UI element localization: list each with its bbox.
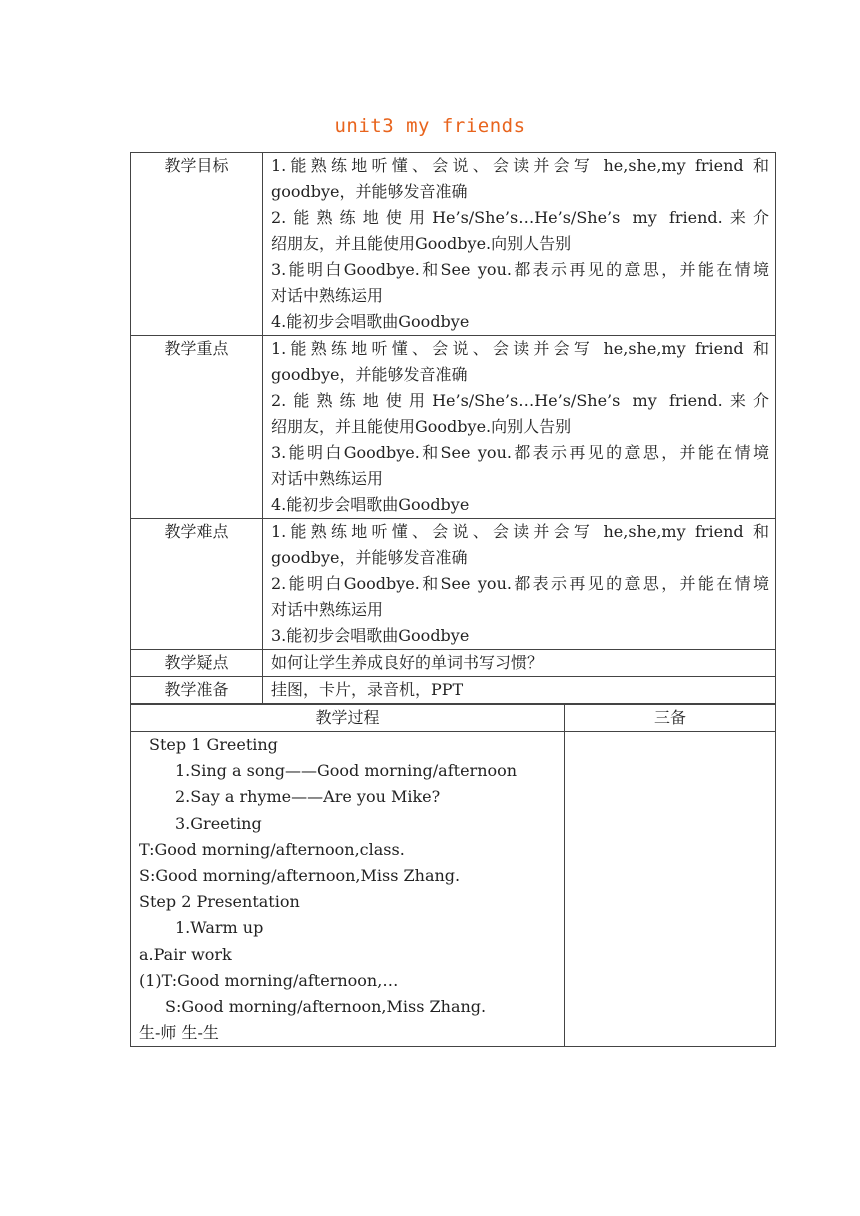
process-line: 生-师 生-生 <box>139 1023 219 1043</box>
row-label-cell <box>131 336 263 519</box>
three-prep-notes <box>565 732 776 1047</box>
content-line: goodbye，并能够发音准确 <box>271 365 468 384</box>
content-line: 2.能熟练地使用He’s/She’s…He’s/She’s my friend.来介 <box>271 208 769 227</box>
row-label: 教学目标 <box>164 156 229 175</box>
process-line: Step 2 Presentation <box>139 892 300 912</box>
content-line: 如何让学生养成良好的单词书写习惯？ <box>271 653 544 672</box>
process-line: Step 1 Greeting <box>149 735 278 754</box>
process-line: 1.Warm up <box>175 918 264 938</box>
lesson-plan-row <box>131 153 776 336</box>
teaching-process-content <box>131 732 565 1047</box>
content-line: 1.能熟练地听懂、会说、会读并会写 he,she,my friend 和 <box>271 339 769 358</box>
row-label-cell <box>131 650 263 677</box>
row-content <box>263 650 776 677</box>
content-line: goodbye，并能够发音准确 <box>271 548 468 567</box>
teaching-process-body-row <box>131 732 776 1047</box>
lesson-plan-row <box>131 650 776 677</box>
row-label: 教学难点 <box>164 522 229 541</box>
content-line: 3.能初步会唱歌曲Goodbye <box>271 626 470 645</box>
row-label-cell <box>131 519 263 650</box>
three-prep-header: 三备 <box>565 705 776 732</box>
content-line: 对话中熟练运用 <box>271 600 384 619</box>
teaching-process-header-row <box>131 705 776 732</box>
process-line: 1.Sing a song——Good morning/afternoon <box>175 761 518 781</box>
content-line: 4.能初步会唱歌曲Goodbye <box>271 495 470 514</box>
content-line: 2.能明白Goodbye.和See you.都表示再见的意思，并能在情境 <box>271 574 769 593</box>
content-line: 挂图，卡片，录音机，PPT <box>271 680 464 699</box>
content-line: 3.能明白Goodbye.和See you.都表示再见的意思，并能在情境 <box>271 443 769 462</box>
row-label-cell <box>131 153 263 336</box>
content-line: 1.能熟练地听懂、会说、会读并会写 he,she,my friend 和 <box>271 522 769 541</box>
content-line: 对话中熟练运用 <box>271 286 384 305</box>
content-line: 1.能熟练地听懂、会说、会读并会写 he,she,my friend 和 <box>271 156 769 175</box>
content-line: goodbye，并能够发音准确 <box>271 182 468 201</box>
lesson-plan-row <box>131 519 776 650</box>
process-line: S:Good morning/afternoon,Miss Zhang. <box>165 996 487 1016</box>
row-label: 教学重点 <box>164 339 229 358</box>
row-content <box>263 519 776 650</box>
teaching-process-header: 教学过程 <box>131 705 565 732</box>
row-label-cell <box>131 677 263 704</box>
process-line: (1)T:Good morning/afternoon,… <box>139 970 399 990</box>
content-line: 对话中熟练运用 <box>271 469 384 488</box>
process-line: S:Good morning/afternoon,Miss Zhang. <box>139 865 461 885</box>
content-line: 4.能初步会唱歌曲Goodbye <box>271 312 470 331</box>
document-title: unit3 my friends <box>334 115 526 137</box>
content-line: 2.能熟练地使用He’s/She’s…He’s/She’s my friend.来介 <box>271 391 769 410</box>
row-label: 教学疑点 <box>164 653 229 672</box>
process-line: 3.Greeting <box>175 813 262 833</box>
content-line: 绍朋友，并且能使用Goodbye.向别人告别 <box>271 417 572 436</box>
lesson-plan-table-body <box>131 153 776 704</box>
lesson-plan-table <box>130 152 776 704</box>
content-line: 3.能明白Goodbye.和See you.都表示再见的意思，并能在情境 <box>271 260 769 279</box>
lesson-plan-row <box>131 677 776 704</box>
row-content <box>263 153 776 336</box>
teaching-process-table <box>130 704 776 1047</box>
content-line: 绍朋友，并且能使用Goodbye.向别人告别 <box>271 234 572 253</box>
process-line: T:Good morning/afternoon,class. <box>139 839 405 859</box>
lesson-plan-row <box>131 336 776 519</box>
process-line: a.Pair work <box>139 944 232 964</box>
row-label: 教学准备 <box>164 680 229 699</box>
process-line: 2.Say a rhyme——Are you Mike? <box>175 787 441 807</box>
row-content <box>263 336 776 519</box>
row-content <box>263 677 776 704</box>
